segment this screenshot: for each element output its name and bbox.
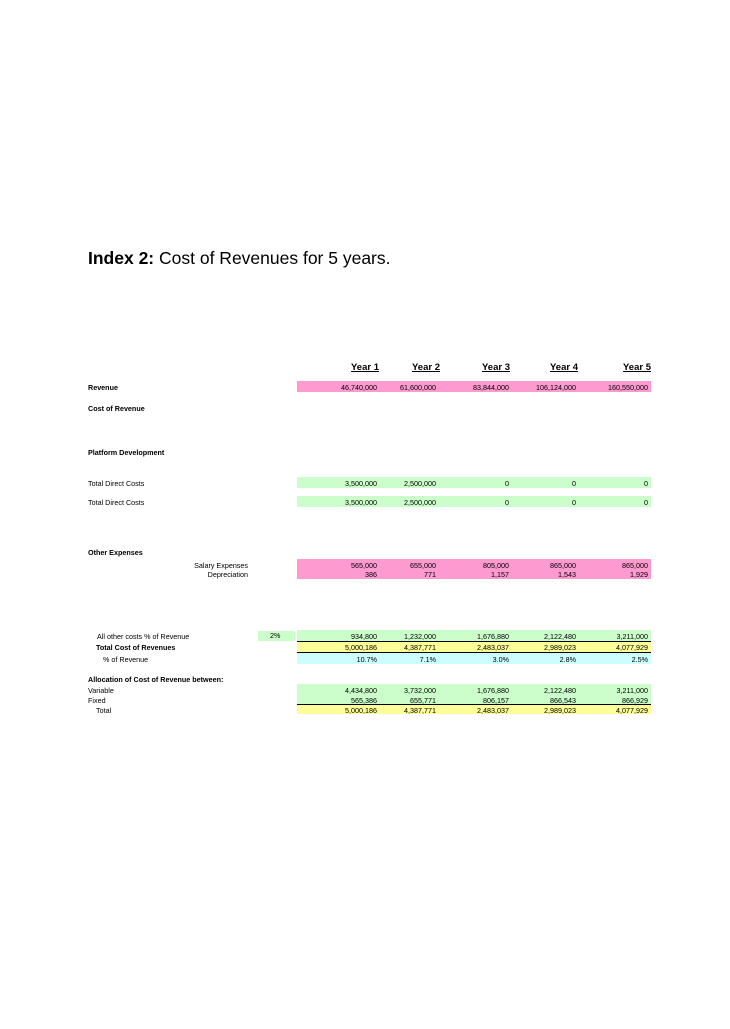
all-other-costs-percent: 2% — [258, 631, 295, 641]
label-revenue: Revenue — [88, 383, 118, 392]
title-bold: Index 2: — [88, 248, 155, 268]
cell-total-year-5: 4,077,929 — [616, 706, 648, 715]
label-total-direct-costs-2: Total Direct Costs — [88, 498, 145, 507]
year-header-4: Year 4 — [550, 362, 578, 373]
cell-depreciation-year-3: 1,157 — [491, 570, 509, 579]
cell-total-year-4: 2,989,023 — [544, 706, 576, 715]
cell-total-direct-costs-2-year-2: 2,500,000 — [404, 498, 436, 507]
cell-total-direct-costs-1-year-1: 3,500,000 — [345, 479, 377, 488]
cell-total-year-2: 4,387,771 — [404, 706, 436, 715]
year-header-1: Year 1 — [351, 362, 379, 373]
label-cost-of-revenue: Cost of Revenue — [88, 404, 145, 413]
cell-all-other-costs-year-1: 934,800 — [351, 632, 377, 641]
rule-above-total-cost — [297, 641, 651, 642]
cell-revenue-year-5: 160,550,000 — [608, 383, 648, 392]
cell-depreciation-year-5: 1,929 — [630, 570, 648, 579]
cell-pct-of-revenue-year-1: 10.7% — [356, 655, 377, 664]
cell-total-cost-of-revenues-year-3: 2,483,037 — [477, 643, 509, 652]
cell-pct-of-revenue-year-4: 2.8% — [559, 655, 576, 664]
cell-total-cost-of-revenues-year-2: 4,387,771 — [404, 643, 436, 652]
label-total-direct-costs-1: Total Direct Costs — [88, 479, 145, 488]
cell-all-other-costs-year-2: 1,232,000 — [404, 632, 436, 641]
cell-total-direct-costs-2-year-5: 0 — [644, 498, 648, 507]
cell-total-direct-costs-1-year-2: 2,500,000 — [404, 479, 436, 488]
cell-variable-year-5: 3,211,000 — [616, 686, 648, 695]
cell-total-cost-of-revenues-year-1: 5,000,186 — [345, 643, 377, 652]
label-salary-expenses: Salary Expenses — [194, 561, 248, 570]
cell-salary-expenses-year-2: 655,000 — [410, 561, 436, 570]
cell-depreciation-year-4: 1,543 — [558, 570, 576, 579]
cell-all-other-costs-year-3: 1,676,880 — [477, 632, 509, 641]
label-variable: Variable — [88, 686, 114, 695]
label-all-other-costs: All other costs % of Revenue — [97, 632, 190, 641]
label-allocation: Allocation of Cost of Revenue between: — [88, 675, 224, 684]
cell-revenue-year-2: 61,600,000 — [400, 383, 436, 392]
label-pct-of-revenue: % of Revenue — [103, 655, 149, 664]
cell-pct-of-revenue-year-3: 3.0% — [492, 655, 509, 664]
cell-fixed-year-3: 806,157 — [483, 696, 509, 705]
cell-variable-year-1: 4,434,800 — [345, 686, 377, 695]
cell-variable-year-3: 1,676,880 — [477, 686, 509, 695]
cell-total-direct-costs-2-year-4: 0 — [572, 498, 576, 507]
cell-all-other-costs-year-5: 3,211,000 — [616, 632, 648, 641]
cell-fixed-year-5: 866,929 — [622, 696, 648, 705]
cell-depreciation-year-2: 771 — [424, 570, 436, 579]
cell-salary-expenses-year-1: 565,000 — [351, 561, 377, 570]
cell-pct-of-revenue-year-2: 7.1% — [419, 655, 436, 664]
cell-variable-year-2: 3,732,000 — [404, 686, 436, 695]
page-title — [88, 248, 391, 269]
rule-below-total-cost — [297, 652, 651, 653]
cell-total-direct-costs-1-year-3: 0 — [505, 479, 509, 488]
cell-revenue-year-4: 106,124,000 — [536, 383, 576, 392]
label-total-cost-of-revenues: Total Cost of Revenues — [96, 643, 176, 652]
cell-total-year-1: 5,000,186 — [345, 706, 377, 715]
cell-total-direct-costs-2-year-1: 3,500,000 — [345, 498, 377, 507]
cell-fixed-year-1: 565,386 — [351, 696, 377, 705]
year-header-5: Year 5 — [623, 362, 651, 373]
title-rest: Cost of Revenues for 5 years. — [154, 248, 391, 268]
cell-total-year-3: 2,483,037 — [477, 706, 509, 715]
year-header-3: Year 3 — [482, 362, 510, 373]
cell-total-direct-costs-1-year-4: 0 — [572, 479, 576, 488]
cell-salary-expenses-year-4: 865,000 — [550, 561, 576, 570]
cell-total-direct-costs-2-year-3: 0 — [505, 498, 509, 507]
cell-total-cost-of-revenues-year-5: 4,077,929 — [616, 643, 648, 652]
year-header-2: Year 2 — [412, 362, 440, 373]
cell-depreciation-year-1: 386 — [365, 570, 377, 579]
cell-salary-expenses-year-5: 865,000 — [622, 561, 648, 570]
label-total: Total — [96, 706, 112, 715]
label-other-expenses: Other Expenses — [88, 548, 143, 557]
cell-pct-of-revenue-year-5: 2.5% — [631, 655, 648, 664]
label-depreciation: Depreciation — [207, 570, 248, 579]
cell-total-cost-of-revenues-year-4: 2,989,023 — [544, 643, 576, 652]
label-fixed: Fixed — [88, 696, 106, 705]
cell-fixed-year-2: 655,771 — [410, 696, 436, 705]
cell-revenue-year-3: 83,844,000 — [473, 383, 509, 392]
cell-all-other-costs-year-4: 2,122,480 — [544, 632, 576, 641]
cell-revenue-year-1: 46,740,000 — [341, 383, 377, 392]
cell-salary-expenses-year-3: 805,000 — [483, 561, 509, 570]
cell-variable-year-4: 2,122,480 — [544, 686, 576, 695]
label-platform-development: Platform Development — [88, 448, 165, 457]
cell-total-direct-costs-1-year-5: 0 — [644, 479, 648, 488]
cell-fixed-year-4: 866,543 — [550, 696, 576, 705]
